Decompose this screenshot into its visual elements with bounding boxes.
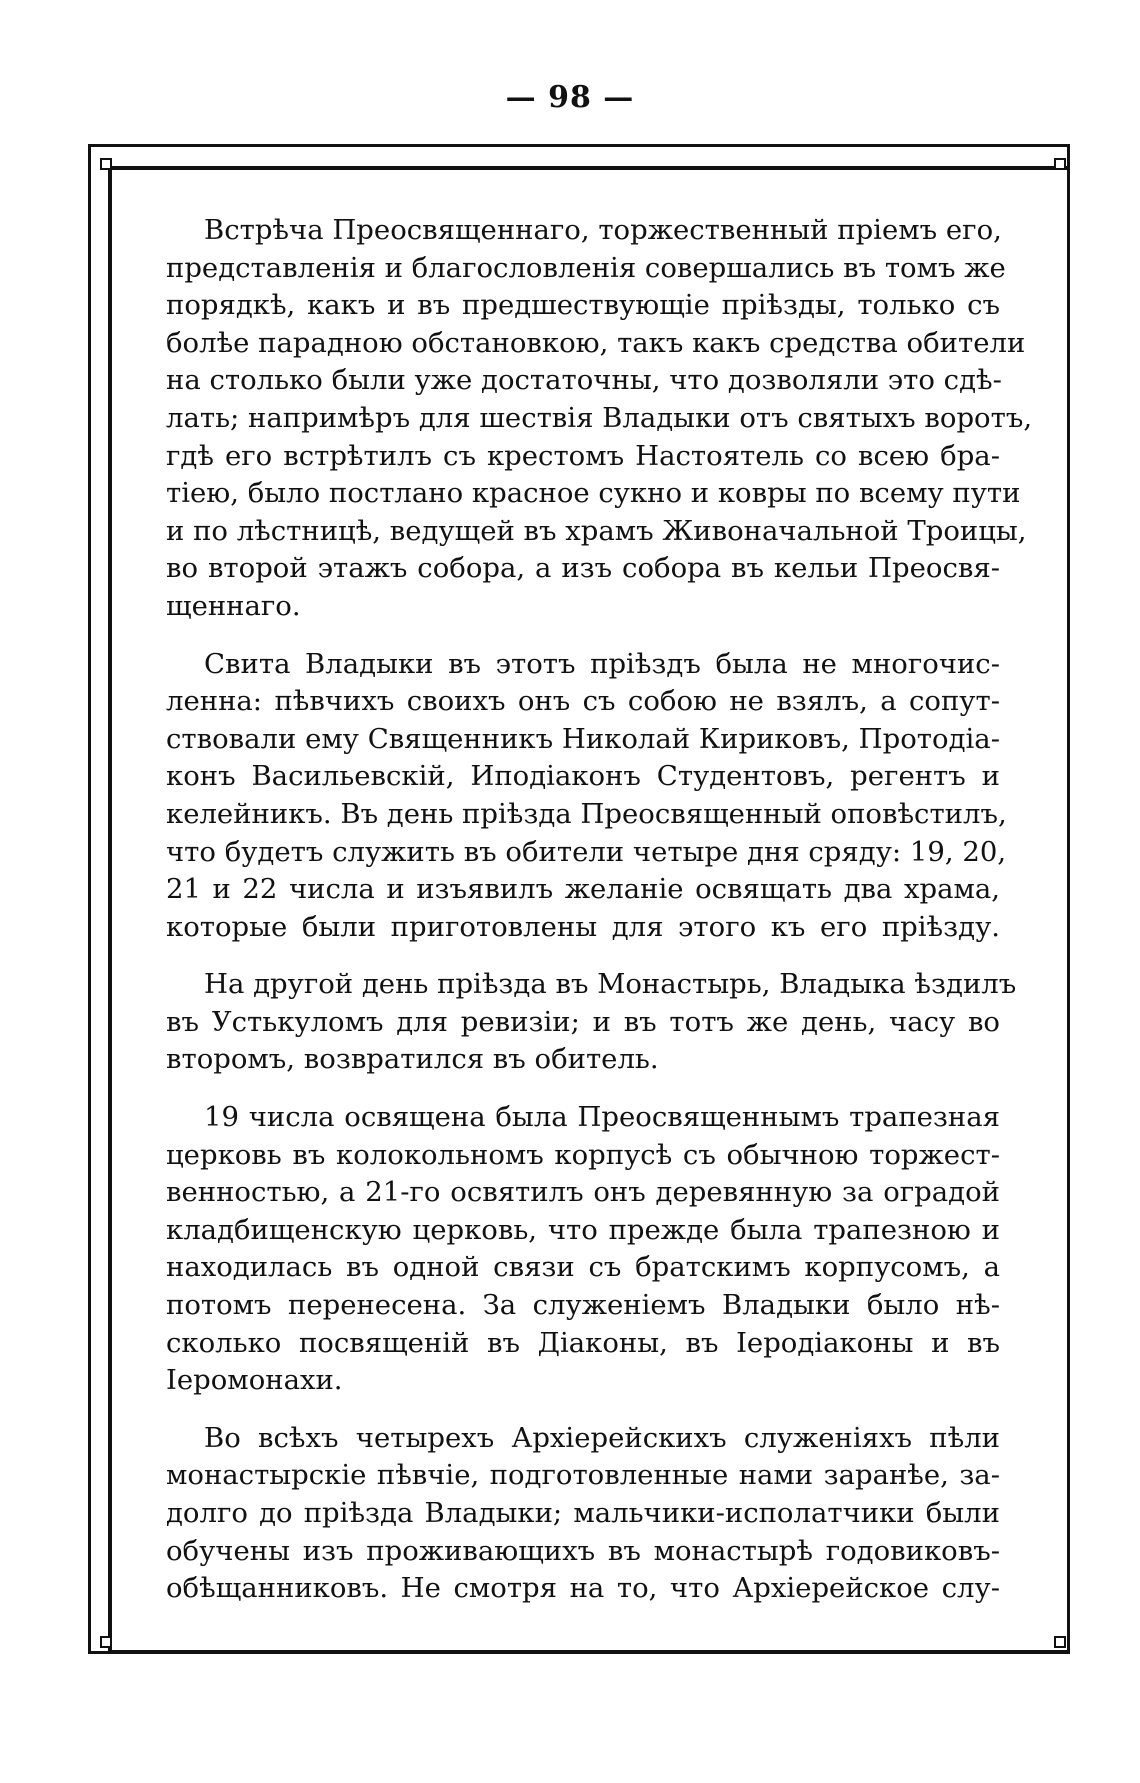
paragraph-2 xyxy=(166,646,1007,947)
text-line: кладбищенскую церковь, что прежде была трапезною и xyxy=(166,1213,1000,1246)
text-line: конъ Васильевскій, Иподіаконъ Студентовъ, регентъ и xyxy=(166,760,1000,793)
text-line: второмъ, возвратился въ обитель. xyxy=(166,1043,659,1076)
text-block xyxy=(166,212,1033,1628)
text-line: находилась въ одной связи съ братскимъ корпусомъ, а xyxy=(166,1251,1000,1284)
text-line: порядкѣ, какъ и въ предшествующіе пріѣзды, только съ xyxy=(166,289,1000,322)
text-line: сколько посвященій въ Діаконы, въ Іеродіаконы и въ xyxy=(166,1326,1000,1359)
text-line: Іеромонахи. xyxy=(166,1364,343,1397)
text-line: Во всѣхъ четырехъ Архіерейскихъ служеніяхъ пѣли xyxy=(204,1421,1000,1454)
text-line: гдѣ его встрѣтилъ съ крестомъ Настоятель со всею бра- xyxy=(166,439,1000,472)
text-line: лать; напримѣръ для шествія Владыки отъ святыхъ воротъ, xyxy=(166,401,1033,434)
text-line: Свита Владыки въ этотъ пріѣздъ была не многочис- xyxy=(204,647,1000,680)
text-line: На другой день пріѣзда въ Монастырь, Владыка ѣздилъ xyxy=(204,968,1017,1001)
text-line: обѣщанниковъ. Не смотря на то, что Архіерейское слу- xyxy=(166,1572,1000,1605)
text-line: Встрѣча Преосвященнаго, торжественный пріемъ его, xyxy=(204,214,1002,246)
text-line: келейникъ. Въ день пріѣзда Преосвященный оповѣстилъ, xyxy=(166,797,1007,830)
text-line: венностью, а 21-го освятилъ онъ деревянную за оградой xyxy=(166,1176,1000,1209)
text-line: что будетъ служить въ обители четыре дня сряду: 19, 20, xyxy=(166,835,1007,868)
text-line: въ Устькуломъ для ревизіи; и въ тотъ же день, часу во xyxy=(166,1005,1000,1038)
text-line: и по лѣстницѣ, ведущей въ храмъ Живоначальной Троицы, xyxy=(166,514,1027,547)
text-line: представленія и благословленія совершались въ томъ же xyxy=(166,251,1006,284)
text-line: тіею, было постлано красное сукно и ковры по всему пути xyxy=(166,477,1021,510)
text-line: ствовали ему Священникъ Николай Кириковъ, Протодіа- xyxy=(166,722,1000,755)
text-line: долго до пріѣзда Владыки; мальчики-исполатчики были xyxy=(166,1497,1000,1529)
text-line: монастырскіе пѣвчіе, подготовленные нами заранѣе, за- xyxy=(166,1459,1000,1492)
text-line: во второй этажъ собора, а изъ собора въ кельи Преосвя- xyxy=(166,552,1000,585)
corner-ornament-top-right xyxy=(1054,158,1066,170)
paragraph-5 xyxy=(166,1420,1000,1608)
paragraph-3 xyxy=(166,966,1017,1079)
text-line: церковь въ колокольномъ корпусѣ съ обычною торжест- xyxy=(166,1138,1000,1171)
corner-ornament-bottom-right xyxy=(1054,1636,1066,1648)
text-line: потомъ перенесена. За служеніемъ Владыки было нѣ- xyxy=(166,1289,1000,1322)
text-line: болѣе парадною обстановкою, такъ какъ средства обители xyxy=(166,326,1026,359)
corner-ornament-bottom-left xyxy=(100,1636,112,1648)
text-line: ленна: пѣвчихъ своихъ онъ съ собою не взялъ, а сопут- xyxy=(166,685,1000,718)
paragraph-1 xyxy=(166,212,1033,626)
text-line: на столько были уже достаточны, что дозволяли это сдѣ- xyxy=(166,364,1002,397)
text-line: 19 числа освящена была Преосвященнымъ трапезная xyxy=(204,1101,1000,1134)
page-number: — 98 — xyxy=(505,80,635,115)
text-line: которые были приготовлены для этого къ его пріѣзду. xyxy=(166,910,1000,943)
text-line: обучены изъ проживающихъ въ монастырѣ годовиковъ- xyxy=(166,1534,1000,1567)
paragraph-4 xyxy=(166,1099,1000,1400)
text-line: щеннаго. xyxy=(166,589,301,622)
corner-ornament-top-left xyxy=(100,158,112,170)
text-line: 21 и 22 числа и изъявилъ желаніе освящать два храма, xyxy=(166,873,1000,906)
